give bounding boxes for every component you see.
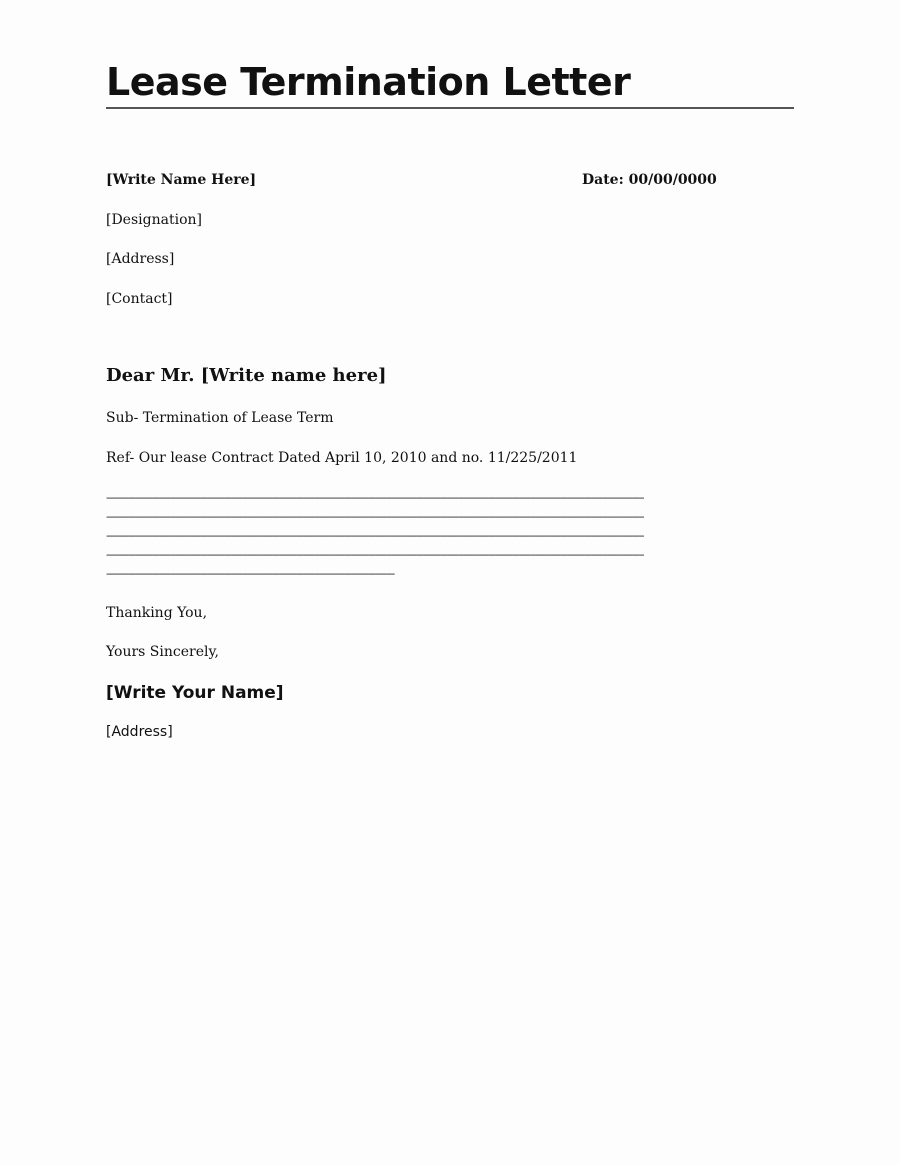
body-placeholder-line: -------------------------------------------------------------------------------------------------------------------------------------------------------------------------------------------------- [106,491,644,504]
thanks-line: Thanking You, [106,605,208,621]
closing-line: Yours Sincerely, [106,644,219,660]
letter-date: Date: 00/00/0000 [582,172,717,188]
sender-address: [Address] [106,251,175,267]
sender-name: [Write Name Here] [106,172,257,188]
signer-address: [Address] [106,724,173,740]
letter-body [106,488,789,583]
body-placeholder-line: -------------------------------------------------------------------------------------------------------------------------------------------------------------------------------------------------- [106,548,644,561]
signer-name: [Write Your Name] [106,683,284,703]
body-placeholder-line: -------------------------------------------------------------------------------------------------------------------------------------------------------------------------------------------------- [106,529,644,542]
title-divider [106,107,794,109]
body-placeholder-line: -------------------------------------------------------------------------------------------------------------------------------------------------------------------------------------------------- [106,510,644,523]
reference-line: Ref- Our lease Contract Dated April 10, 2010 and no. 11/225/2011 [106,450,578,466]
sender-contact: [Contact] [106,291,173,307]
salutation: Dear Mr. [Write name here] [106,365,387,386]
sender-designation: [Designation] [106,212,202,228]
subject-line: Sub- Termination of Lease Term [106,410,334,426]
document-title: Lease Termination Letter [106,60,631,104]
body-placeholder-line: -------------------------------------------------------------------------------------------------------- [106,567,395,580]
